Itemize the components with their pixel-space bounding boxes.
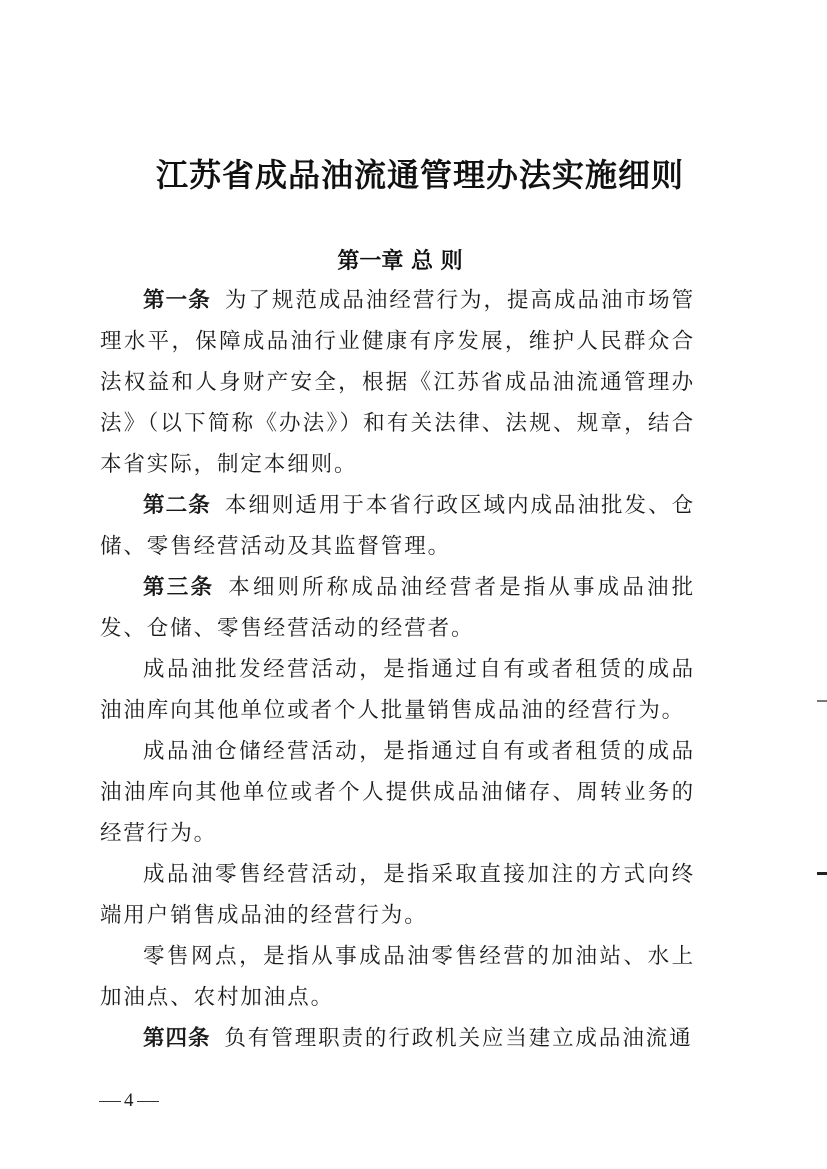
document-title: 江苏省成品油流通管理办法实施细则 [155, 156, 684, 194]
article-4 [100, 1018, 695, 1059]
article-2 [100, 485, 695, 567]
chapter-heading: 第一章 总 则 [337, 249, 463, 274]
dash-left [99, 1101, 121, 1103]
article-text: 负有管理职责的行政机关应当建立成品油流通 [224, 1026, 693, 1051]
document-body [100, 280, 695, 1059]
article-1 [100, 280, 695, 485]
paragraph-outlets: 零售网点，是指从事成品油零售经营的加油站、水上加油点、农村加油点。 [100, 944, 695, 1010]
article-3 [100, 567, 695, 649]
article-text: 本细则所称成品油经营者是指从事成品油批发、仓储、零售经营活动的经营者。 [100, 575, 695, 641]
article-text: 本细则适用于本省行政区域内成品油批发、仓储、零售经营活动及其监督管理。 [100, 493, 695, 559]
article-label: 第三条 [143, 575, 215, 600]
page-number [96, 1090, 162, 1112]
paragraph-wholesale: 成品油批发经营活动，是指通过自有或者租赁的成品油油库向其他单位或者个人批量销售成品油的经营行为。 [100, 657, 695, 723]
scan-edge-mark [817, 872, 827, 875]
article-label: 第二条 [143, 493, 211, 518]
dash-right [137, 1101, 159, 1103]
scan-edge-mark [817, 700, 827, 702]
article-text: 为了规范成品油经营行为，提高成品油市场管理水平，保障成品油行业健康有序发展，维护人民群众合法权益和人身财产安全，根据《江苏省成品油流通管理办法》（以下简称《办法》）和有关法律、法规、规章，结合本省实际，制定本细则。 [100, 288, 695, 477]
paragraph-storage: 成品油仓储经营活动，是指通过自有或者租赁的成品油油库向其他单位或者个人提供成品油储存、周转业务的经营行为。 [100, 739, 695, 846]
article-label: 第一条 [143, 288, 211, 313]
paragraph-retail: 成品油零售经营活动，是指采取直接加注的方式向终端用户销售成品油的经营行为。 [100, 862, 695, 928]
page-number-value: 4 [124, 1090, 134, 1111]
article-label: 第四条 [143, 1026, 211, 1051]
